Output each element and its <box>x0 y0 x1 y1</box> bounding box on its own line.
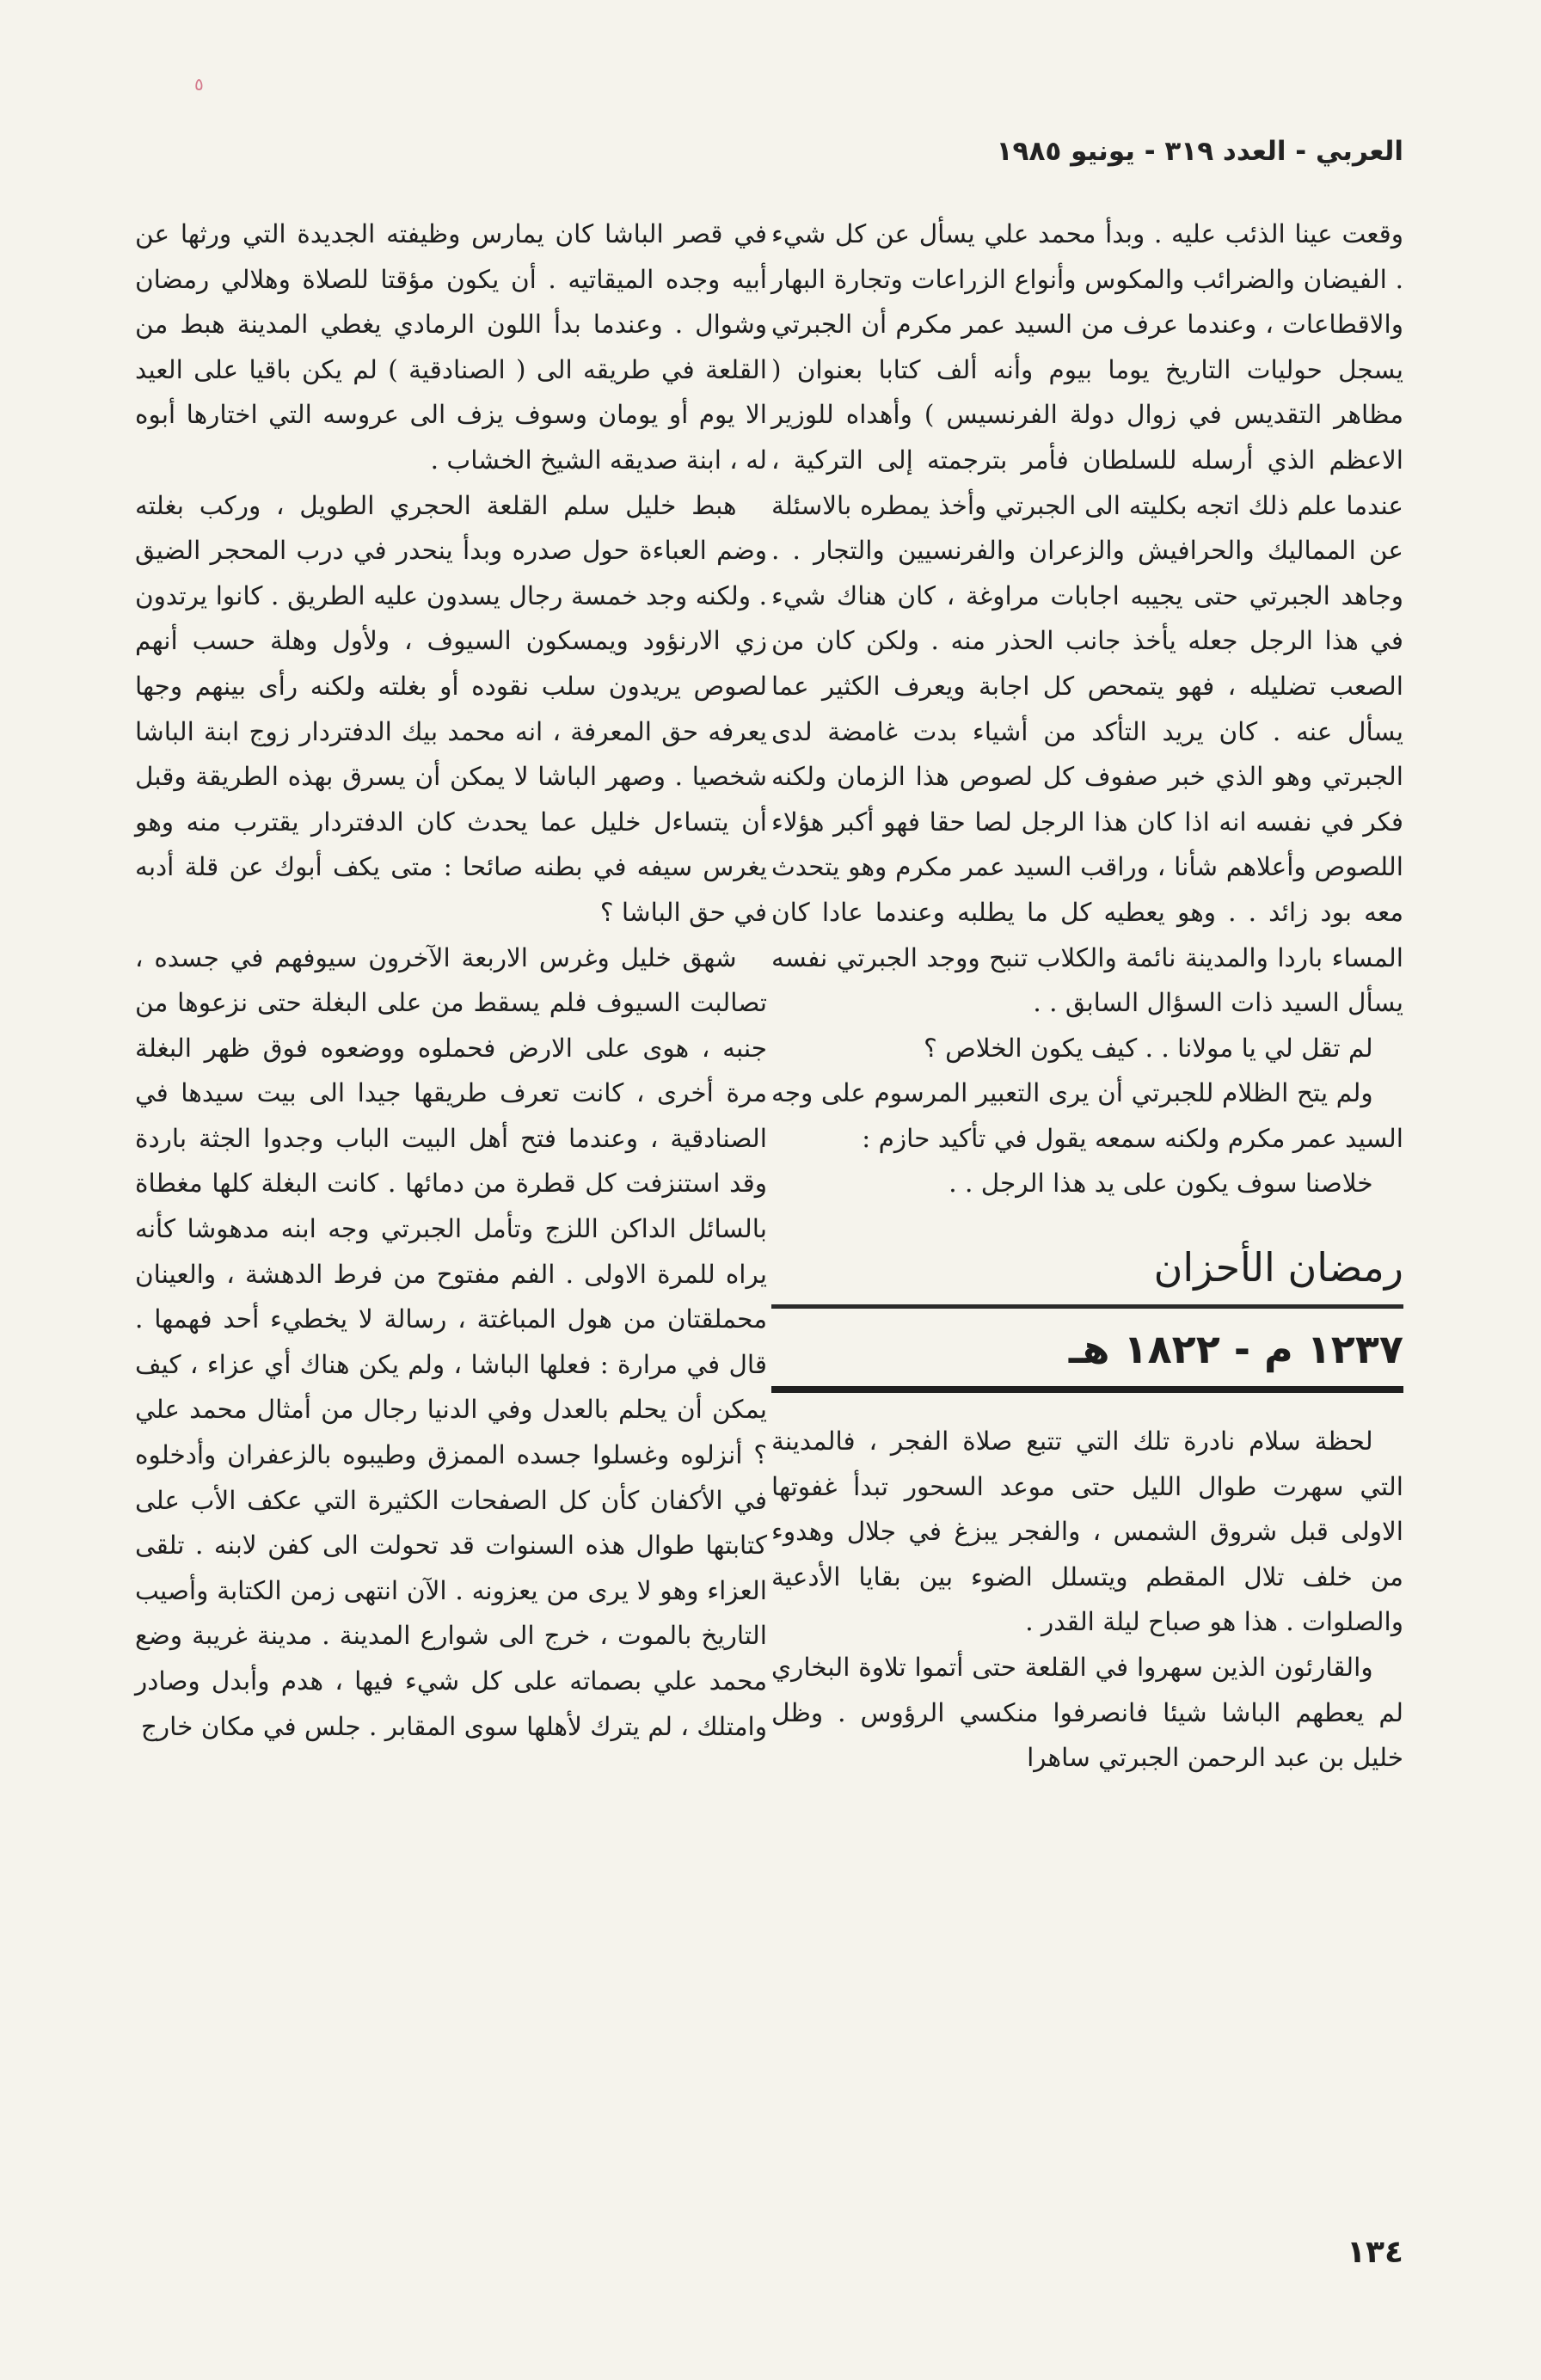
section-heading <box>771 1237 1403 1393</box>
paragraph: في قصر الباشا كان يمارس وظيفته الجديدة التي ورثها عن أبيه وجده الميقاتيه . أن يكون مؤقتا للصلاة وهلالي رمضان وشوال . وعندما بدأ اللون الرمادي يغطي المدينة هبط من القلعة في طريقه الى ( الصنادقية ) لم يكن باقيا على العيد الا يوم أو يومان وسوف يزف الى عروسه التي اختارها أبوه له ، ابنة صديقه الشيخ الخشاب . <box>135 219 767 475</box>
section-title: رمضان الأحزان <box>771 1237 1403 1309</box>
paragraph: والقارئون الذين سهروا في القلعة حتى أتموا تلاوة البخاري لم يعطهم الباشا شيئا فانصرفوا منكسي الرؤوس . وظل خليل بن عبد الرحمن الجبرتي ساهرا <box>771 1653 1403 1773</box>
paragraph: لم تقل لي يا مولانا . . كيف يكون الخلاص ؟ <box>924 1033 1373 1063</box>
paragraph: ولم يتح الظلام للجبرتي أن يرى التعبير المرسوم على وجه السيد عمر مكرم ولكنه سمعه يقول في تأكيد حازم : <box>771 1078 1403 1153</box>
right-column <box>771 212 1403 1781</box>
section-date: ١٢٣٧ م - ١٨٢٢ هـ <box>771 1317 1403 1393</box>
page-number: ١٣٤ <box>1347 2235 1403 2270</box>
corner-mark: ٥ <box>194 74 204 95</box>
left-column <box>135 212 767 1749</box>
paragraph: لحظة سلام نادرة تلك التي تتبع صلاة الفجر ، فالمدينة التي سهرت طوال الليل حتى موعد السحور تبدأ غفوتها الاولى قبل شروق الشمس ، والفجر يبزغ في جلال وهدوء من خلف تلال المقطم ويتسلل الضوء بين بقايا الأدعية والصلوات . هذا هو صباح ليلة القدر . <box>771 1426 1403 1637</box>
paragraph: خلاصنا سوف يكون على يد هذا الرجل . . <box>949 1169 1373 1199</box>
paragraph: وقعت عينا الذئب عليه . وبدأ محمد علي يسأل عن كل شيء . الفيضان والضرائب والمكوس وأنواع الزراعات وتجارة البهار والاقطاعات ، وعندما عرف من السيد عمر مكرم أن الجبرتي يسجل حوليات التاريخ يوما بيوم وأنه ألف كتابا بعنوان ( مظاهر التقديس في زوال دولة الفرنسيس ) وأهداه للوزير الاعظم الذي أرسله للسلطان فأمر بترجمته إلى التركية ، عندما علم ذلك اتجه بكليته الى الجبرتي وأخذ يمطره بالاسئلة عن المماليك والحرافيش والزعران والفرنسيين والتجار . . وجاهد الجبرتي حتى يجيبه اجابات مراوغة ، كان هناك شيء في هذا الرجل جعله يأخذ جانب الحذر منه . ولكن كان من الصعب تضليله ، فهو يتمحص كل اجابة ويعرف الكثير عما يسأل عنه . كان يريد التأكد من أشياء بدت غامضة لدى الجبرتي وهو الذي خبر صفوف كل لصوص هذا الزمان ولكنه فكر في نفسه انه اذا كان هذا الرجل لصا حقا فهو أكبر هؤلاء اللصوص وأعلاهم شأنا ، وراقب السيد عمر مكرم وهو يتحدث معه بود زائد . . وهو يعطيه كل ما يطلبه وعندما عادا كان المساء باردا والمدينة نائمة والكلاب تنبح ووجد الجبرتي نفسه يسأل السيد ذات السؤال السابق . . <box>771 219 1403 1018</box>
running-header: العربي - العدد ٣١٩ - يونيو ١٩٨٥ <box>996 136 1403 167</box>
paragraph: شهق خليل وغرس الاربعة الآخرون سيوفهم في جسده ، تصالبت السيوف فلم يسقط من على البغلة حتى نزعوها من جنبه ، هوى على الارض فحملوه ووضعوه فوق ظهر البغلة مرة أخرى ، كانت تعرف طريقها جيدا الى بيت سيدها في الصنادقية ، وعندما فتح أهل البيت الباب وجدوا الجثة باردة وقد استنزفت كل قطرة من دمائها . كانت البغلة كلها مغطاة بالسائل الداكن اللزج وتأمل الجبرتي وجه ابنه مدهوشا كأنه يراه للمرة الاولى . الفم مفتوح من فرط الدهشة ، والعينان محملقتان من هول المباغتة ، رسالة لا يخطيء أحد فهمها . قال في مرارة : فعلها الباشا ، ولم يكن هناك أي عزاء ، كيف يمكن أن يحلم بالعدل وفي الدنيا رجال من أمثال محمد علي ؟ أنزلوه وغسلوا جسده الممزق وطيبوه بالزعفران وأدخلوه في الأكفان كأن كل الصفحات الكثيرة التي عكف الأب على كتابتها طوال هذه السنوات قد تحولت الى كفن لابنه . تلقى العزاء وهو لا يرى من يعزونه . الآن انتهى زمن الكتابة وأصيب التاريخ بالموت ، خرج الى شوارع المدينة . مدينة غريبة وضع محمد علي بصماته على كل شيء فيها ، هدم وأبدل وصادر وامتلك ، لم يترك لأهلها سوى المقابر . جلس في مكان خارج <box>135 942 767 1741</box>
paragraph: هبط خليل سلم القلعة الحجري الطويل ، وركب بغلته وضم العباءة حول صدره وبدأ ينحدر في درب المحجر الضيق . ولكنه وجد خمسة رجال يسدون عليه الطريق . كانوا يرتدون زي الارنؤود ويمسكون السيوف ، ولأول وهلة حسب أنهم لصوص يريدون سلب نقوده أو بغلته ولكنه رأى بينهم وجها يعرفه حق المعرفة ، انه محمد بيك الدفتردار زوج ابنة الباشا شخصيا . وصهر الباشا لا يمكن أن يسرق بهذه الطريقة وقبل أن يتساءل خليل عما يحدث كان الدفتردار يقترب منه وهو يغرس سيفه في بطنه صائحا : متى يكف أبوك عن قلة أدبه في حق الباشا ؟ <box>135 490 767 927</box>
